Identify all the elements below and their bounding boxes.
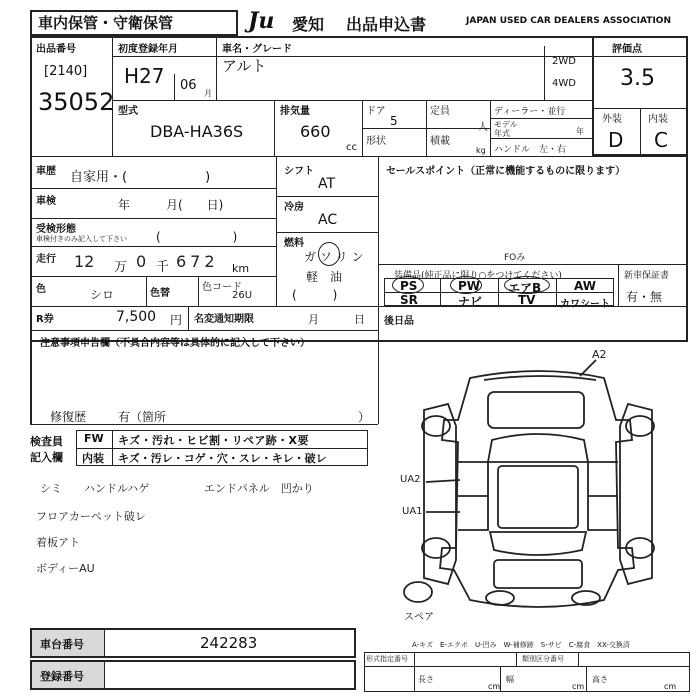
ac-label: 冷房: [284, 202, 304, 213]
repair-history-label: 修復歴: [50, 410, 87, 424]
spare-label: スペア: [404, 612, 434, 623]
equip-pw-circle: [450, 276, 482, 294]
exterior-label: 外装: [602, 114, 622, 125]
height-label: 高さ: [592, 675, 608, 684]
displacement-label: 排気量: [280, 106, 310, 117]
name-change-deadline-label: 名変通知期限: [194, 314, 254, 325]
chassis-number: 242283: [200, 634, 258, 652]
mileage-man-unit: 万: [114, 260, 128, 275]
width-unit: cm: [572, 682, 585, 691]
damage-ua1: UA1: [402, 506, 423, 517]
mileage-label: 走行: [36, 254, 56, 265]
history-value: 自家用・( ): [70, 170, 211, 185]
year-unit: 年: [576, 127, 584, 136]
recycle-amount: 7,500: [116, 309, 157, 325]
memo-5: ボディーAU: [36, 562, 95, 575]
form-title: 出品申込書: [346, 15, 427, 34]
length-unit: cm: [488, 682, 501, 691]
deadline-day: 日: [354, 313, 365, 326]
exterior-grade: D: [608, 128, 624, 152]
color-code: 26U: [232, 290, 253, 301]
height-unit: cm: [664, 682, 677, 691]
inspector-label: 検査員 記入欄: [30, 435, 63, 464]
registration-year: H27: [124, 64, 165, 88]
color-value: シロ: [90, 288, 115, 302]
deadline-month: 月: [308, 313, 319, 326]
receipt-paren: ( ): [156, 230, 238, 244]
shift-value: AT: [318, 176, 336, 192]
inspector-row2: キズ・汚レ・コゲ・穴・スレ・キレ・破レ: [118, 452, 327, 465]
memo-2: エンドパネル 凹かり: [204, 482, 314, 495]
warranty-value: 有・無: [626, 290, 663, 304]
equip-tv: TV: [518, 293, 536, 307]
registration-month: 06: [180, 78, 197, 93]
inspector-row1: キズ・汚れ・ヒビ割・リペア跡・X要: [118, 434, 309, 447]
drive-4wd: 4WD: [552, 78, 576, 89]
repair-history-value: 有（箇所: [118, 410, 167, 424]
history-label: 車歴: [36, 166, 56, 177]
inspection-label: 車検: [36, 196, 56, 207]
equip-note: FOみ: [504, 253, 526, 263]
displacement: 660: [300, 122, 331, 141]
interior-label: 内装: [648, 114, 668, 125]
equip-aw: AW: [574, 279, 596, 293]
equip-sr: SR: [400, 293, 418, 307]
equip-leather-seat: カワシート: [560, 299, 610, 310]
after-items-label: 後日品: [384, 316, 414, 327]
car-name: アルト: [222, 57, 267, 75]
door-count: 5: [390, 114, 398, 128]
memo-3: フロアカーペット破レ: [36, 510, 146, 523]
receipt-note: 車検付きのみ記入して下さい: [36, 235, 127, 243]
listing-number: 35052: [38, 88, 115, 116]
handle-label: ハンドル 左・右: [494, 145, 567, 155]
registration-month-unit: 月: [204, 89, 212, 98]
dealer-label: ディーラー・並行: [494, 107, 566, 117]
chassis-label: 車台番号: [40, 638, 84, 651]
interior-grade: C: [654, 128, 668, 152]
model-type-label: 型式: [118, 106, 138, 117]
registration-number-label: 登録番号: [40, 670, 84, 683]
recycle-yen: 円: [170, 313, 183, 327]
damage-a2-top: A2: [592, 348, 607, 361]
equip-navi: ナビ: [458, 295, 483, 309]
type-approval-label: 形式指定番号: [366, 655, 408, 663]
equip-airbag-circle: [504, 276, 550, 294]
length-label: 長さ: [418, 675, 434, 684]
equip-ps-circle: [392, 276, 424, 294]
equip-airbag: エアB: [508, 281, 542, 295]
model-year-label: モデル 年式: [494, 120, 518, 138]
fuel-selected-circle: [318, 242, 340, 266]
repair-history-close: ）: [358, 410, 371, 424]
drive-2wd: 2WD: [552, 56, 576, 67]
equip-pw: PW: [458, 279, 481, 293]
registration-label: 初度登録年月: [118, 44, 178, 55]
recycle-label: R券: [36, 314, 54, 325]
mileage-sen: 0: [136, 252, 147, 271]
ju-logo: Ju: [248, 8, 275, 34]
memo-1: シミ ハンドルハゲ: [40, 482, 150, 495]
width-label: 幅: [506, 675, 514, 684]
storage-label: 車内保管・守衛保管: [38, 14, 174, 32]
mileage-rest: 672: [176, 252, 219, 271]
ac-value: AC: [318, 212, 338, 228]
sales-point-label: セールスポイント（正常に機能するものに限ります）: [386, 166, 626, 177]
mileage-man: 12: [74, 252, 95, 271]
shift-label: シフト: [284, 166, 314, 177]
color-code-label: 色コード: [202, 282, 242, 293]
damage-legend: A-キズ E-エクボ U-凹み W-補修跡 S-サビ C-腐食 XX-交換済: [412, 641, 630, 649]
color-change-label: 色替: [150, 288, 170, 299]
receipt-label: 受検形態: [36, 224, 76, 235]
displacement-unit: cc: [346, 142, 357, 153]
listing-no-label: 出品番号: [36, 44, 76, 55]
aichi-label: 愛知: [292, 15, 325, 34]
fuel-paren: ( ): [292, 288, 338, 302]
warranty-label: 新車保証書: [624, 271, 670, 281]
inspector-row2-head: 内装: [82, 452, 104, 465]
fuel-label: 燃料: [284, 238, 304, 249]
equip-label: 装備品(純正品に限り○をつけてください): [394, 271, 562, 281]
memo-4: 着板アト: [36, 536, 80, 549]
mileage-sen-unit: 千: [156, 260, 170, 275]
rating-score: 3.5: [620, 66, 655, 91]
inspection-value: 年 月( 日): [118, 198, 224, 212]
load-label: 積載: [430, 136, 450, 147]
capacity-label: 定員: [430, 106, 450, 117]
person-unit: 人: [478, 122, 488, 133]
fuel-options: ガ ソ リ ン: [304, 250, 364, 264]
damage-ua2: UA2: [400, 474, 421, 485]
association-name: JAPAN USED CAR DEALERS ASSOCIATION: [466, 16, 671, 26]
listing-code: [2140]: [44, 64, 88, 79]
door-label: ドア: [366, 106, 386, 117]
equip-ps: PS: [400, 279, 418, 293]
shape-label: 形状: [366, 136, 386, 147]
kg-unit: kg: [476, 146, 486, 155]
car-name-label: 車名・グレード: [222, 44, 292, 55]
category-label: 類別区分番号: [522, 655, 564, 663]
color-label: 色: [36, 284, 46, 295]
inspector-row1-head: FW: [84, 432, 104, 445]
rating-label: 評価点: [612, 44, 642, 55]
fuel-diesel: 軽 油: [306, 270, 343, 284]
mileage-km: km: [232, 262, 250, 275]
model-type: DBA-HA36S: [150, 122, 244, 141]
notes-label: 注意事項申告欄（不具合内容等は具体的に記入して下さい）: [40, 338, 310, 349]
